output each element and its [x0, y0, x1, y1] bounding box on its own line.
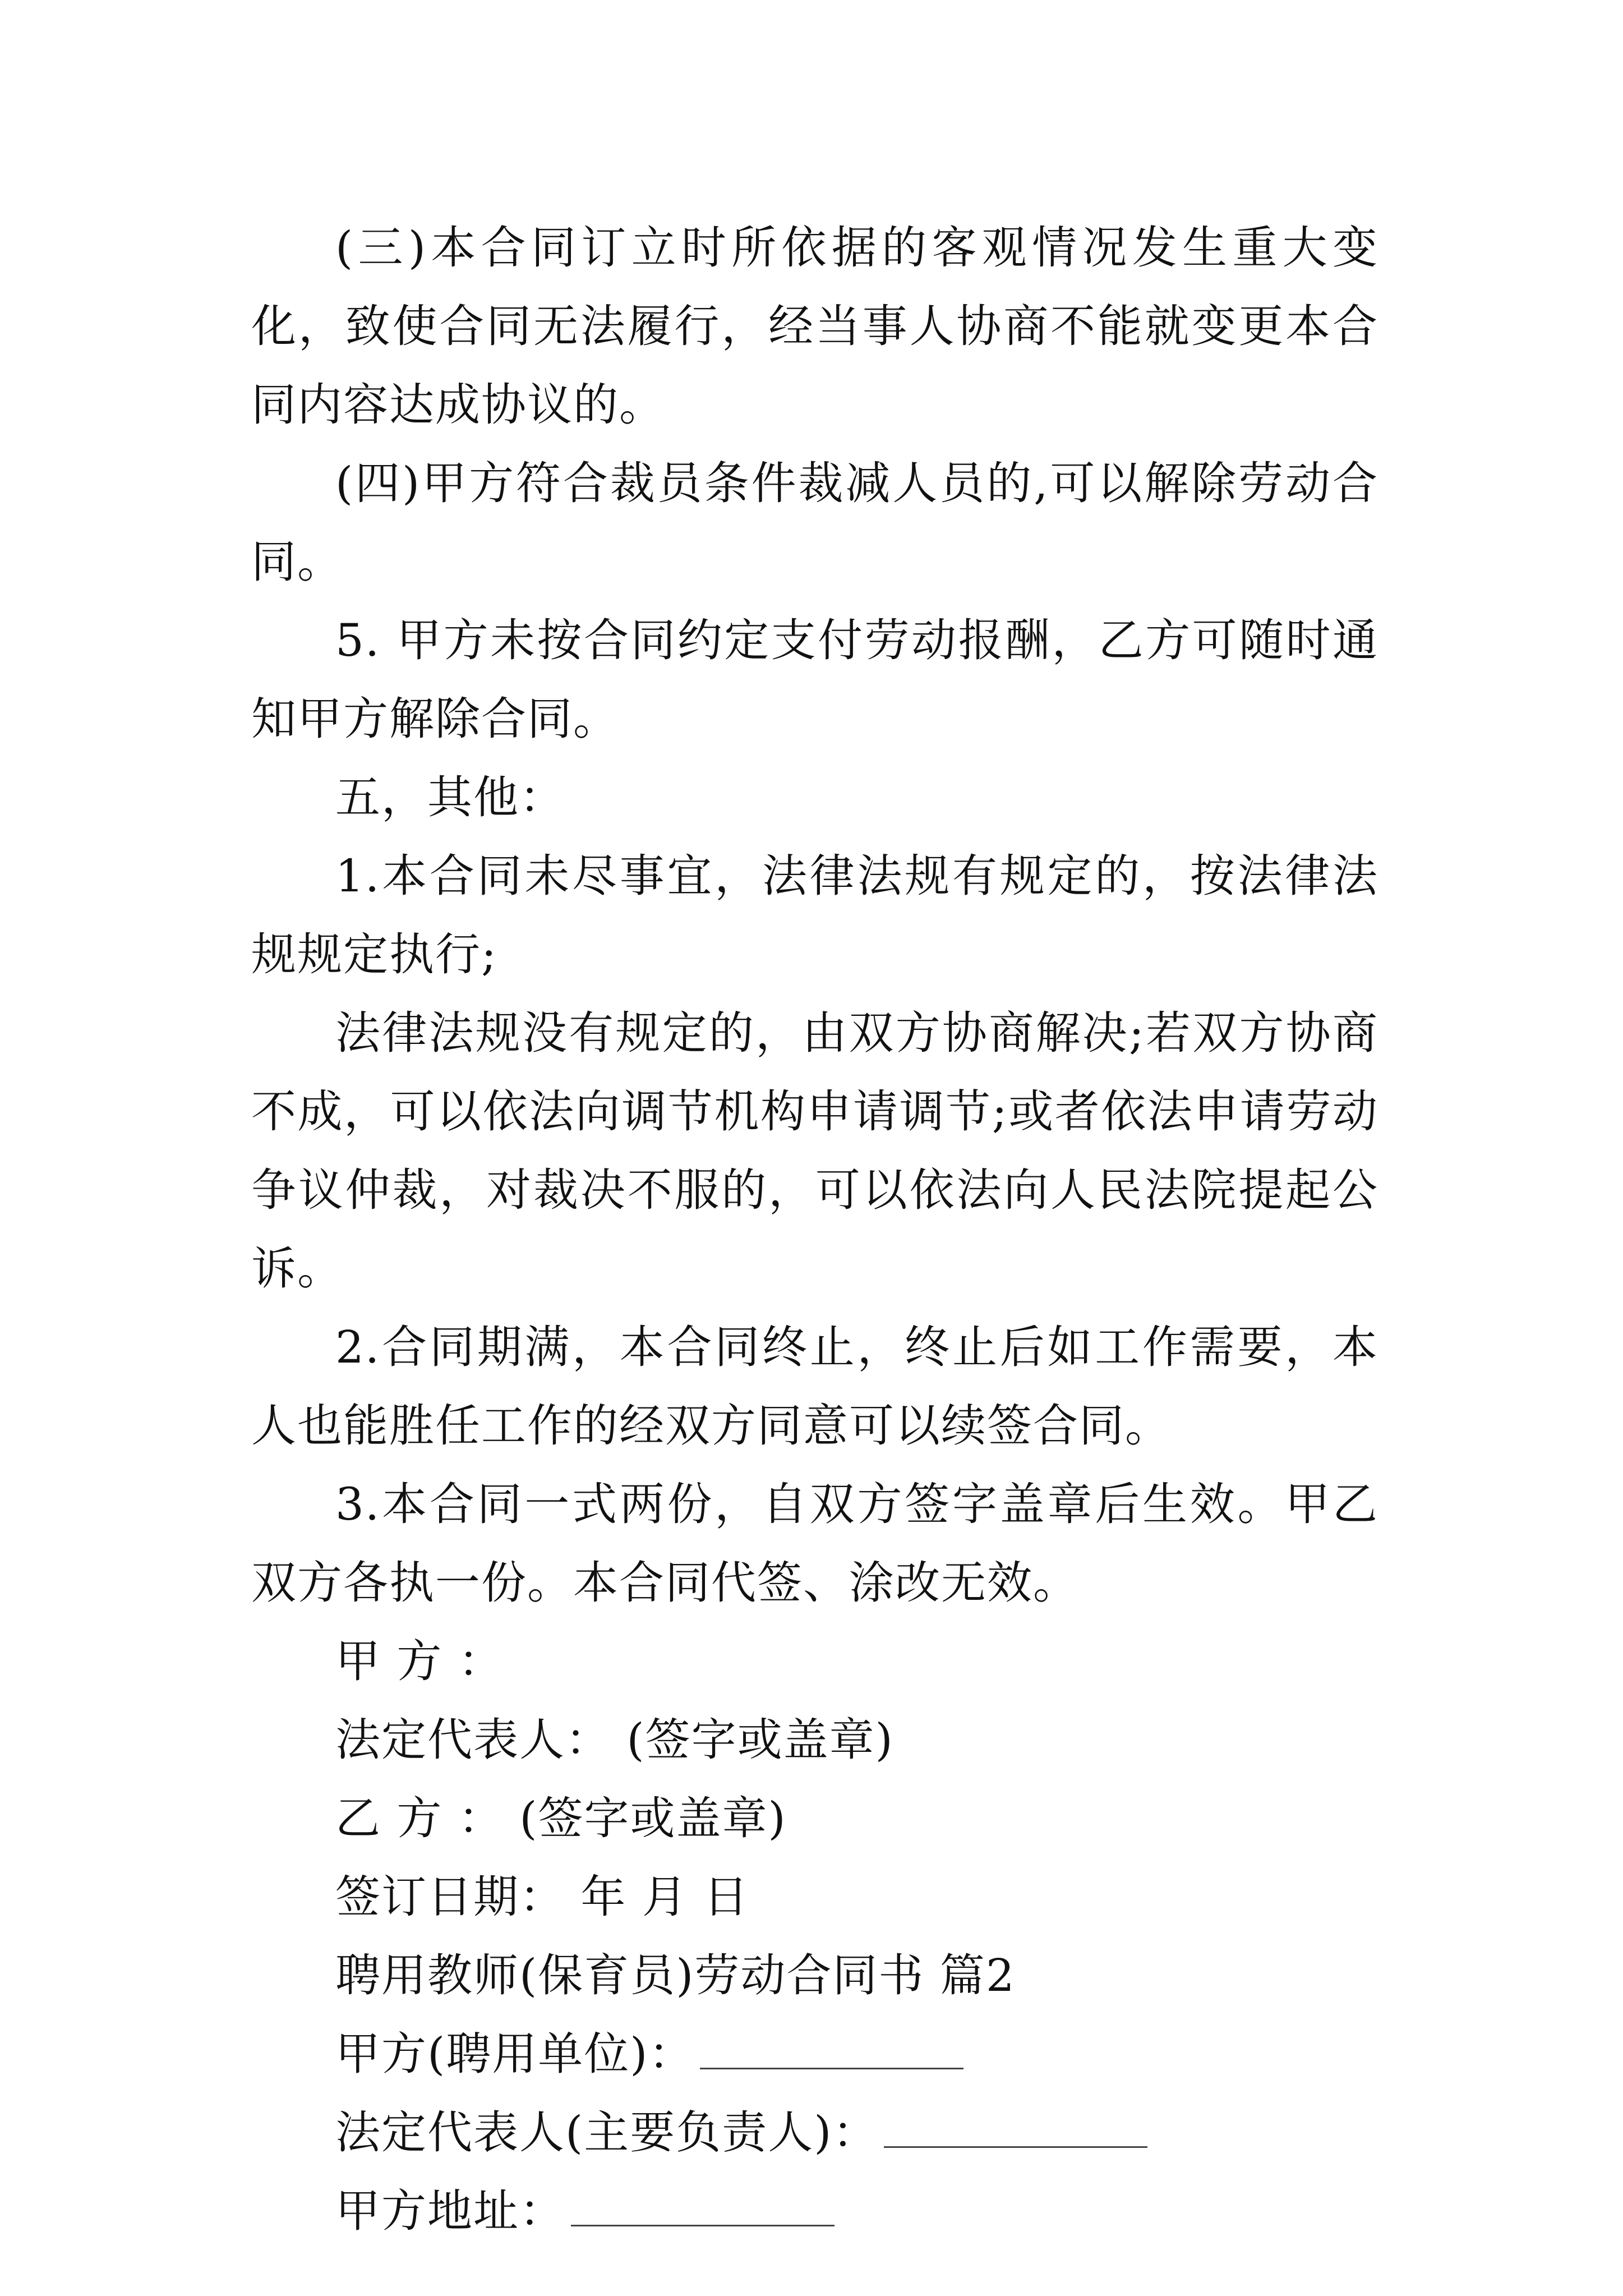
address-field-row — [251, 2172, 1378, 2251]
legal-rep-blank-field[interactable] — [884, 2118, 1147, 2148]
legal-rep-signature-line: 法定代表人： (签字或盖章) — [335, 1714, 894, 1766]
document-body — [251, 209, 1378, 2251]
employer-field-row — [251, 2015, 1378, 2093]
employer-blank-field[interactable] — [700, 2040, 963, 2069]
other-item-1-paragraph: 1.本合同未尽事宜，法律法规有规定的，按法律法规规定执行; — [251, 850, 1378, 981]
legal-rep-field-row — [251, 2093, 1378, 2172]
item-5-paragraph: 5. 甲方未按合同约定支付劳动报酬，乙方可随时通知甲方解除合同。 — [251, 614, 1378, 745]
clause-3-paragraph: (三)本合同订立时所依据的客观情况发生重大变化，致使合同无法履行，经当事人协商不能就变更本合同内容达成协议的。 — [251, 222, 1378, 431]
address-field-label: 甲方地址： — [335, 2185, 565, 2237]
other-item-3-paragraph: 3.本合同一式两份，自双方签字盖章后生效。甲乙双方各执一份。本合同代签、涂改无效。 — [251, 1478, 1378, 1609]
address-blank-field[interactable] — [571, 2197, 834, 2226]
contract-section-title: 聘用教师(保育员)劳动合同书 篇2 — [335, 1949, 1016, 2001]
party-b-signature-line: 乙 方 ： (签字或盖章) — [335, 1792, 787, 1844]
clause-4-paragraph: (四)甲方符合裁员条件裁减人员的,可以解除劳动合同。 — [251, 457, 1378, 588]
employer-field-label: 甲方(聘用单位)： — [335, 2028, 695, 2080]
other-item-2-paragraph: 2.合同期满，本合同终止，终止后如工作需要，本人也能胜任工作的经双方同意可以续签合同。 — [251, 1321, 1378, 1452]
party-a-signature-line: 甲 方 ： — [335, 1635, 504, 1687]
section-five-heading: 五，其他： — [335, 771, 565, 823]
sign-date-line: 签订日期： 年 月 日 — [335, 1871, 750, 1923]
other-item-1-continuation: 法律法规没有规定的，由双方协商解决;若双方协商不成，可以依法向调节机构申请调节;或者依法申请劳动争议仲裁，对裁决不服的，可以依法向人民法院提起公诉。 — [251, 1007, 1378, 1295]
legal-rep-field-label: 法定代表人(主要负责人)： — [335, 2106, 879, 2159]
